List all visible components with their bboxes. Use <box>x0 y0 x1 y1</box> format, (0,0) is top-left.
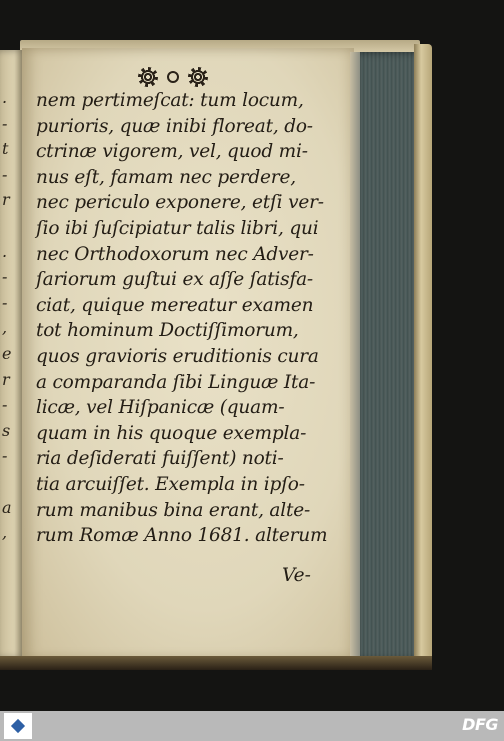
library-logo[interactable] <box>4 713 32 739</box>
text-line: a comparanda ſibi Linguæ Ita- <box>36 371 316 393</box>
left-page-glyph: - <box>2 164 8 184</box>
viewer-footer <box>0 711 504 741</box>
left-page <box>0 50 24 658</box>
library-logo-icon <box>11 719 25 733</box>
left-page-glyph: t <box>2 139 9 159</box>
text-line: ſariorum guſtui ex aſſe ſatisfa- <box>36 269 313 291</box>
text-line: nem pertimeſcat: tum locum, <box>36 90 304 111</box>
dfg-logo[interactable]: DFG <box>462 715 498 734</box>
rosette-ornament-icon <box>138 67 158 87</box>
rosette-ornament-icon <box>188 67 208 87</box>
text-line: tot hominum Doctiſſimorum, <box>36 320 299 342</box>
text-line: quam in his quoque exempla- <box>36 422 307 444</box>
text-line: nec periculo exponere, etſi ver- <box>36 192 324 214</box>
page-fore-edge <box>350 52 418 660</box>
text-line: rum manibus bina erant, alte- <box>36 499 311 521</box>
text-line: ria deſiderati fuiſſent) noti- <box>36 448 284 470</box>
text-line: ctrinæ vigorem, vel, quod mi- <box>36 141 308 163</box>
left-page-glyph: r <box>2 190 10 210</box>
cover-edge <box>414 44 432 670</box>
text-line: ſio ibi ſuſcipiatur talis libri, qui <box>36 217 319 239</box>
page-text <box>36 88 336 549</box>
left-page-glyph: , <box>2 523 8 543</box>
left-page-glyph: . <box>2 241 8 261</box>
left-page-glyph: - <box>2 446 8 466</box>
text-line: tia arcuiſſet. Exempla in ipſo- <box>36 473 305 495</box>
text-line: rum Romæ Anno 1681. alterum <box>36 525 328 547</box>
text-line: ciat, quique mereatur examen <box>36 294 314 316</box>
left-page-glyph: - <box>2 395 8 415</box>
header-ornament <box>138 66 208 88</box>
left-page-glyph: - <box>2 113 8 133</box>
left-page-glyph: s <box>2 420 11 440</box>
left-page-glyph: - <box>2 267 8 287</box>
text-line: nec Orthodoxorum nec Adver- <box>36 243 314 265</box>
text-line: nus eſt, famam nec perdere, <box>36 166 296 188</box>
left-page-glyph: e <box>2 344 12 363</box>
left-page-glyph: , <box>2 318 8 338</box>
page-edge-highlight <box>350 52 360 660</box>
left-page-glyph: . <box>2 88 8 107</box>
left-page-glyph: - <box>2 292 8 312</box>
text-line: quos gravioris eruditionis cura <box>36 345 319 367</box>
ring-ornament-icon <box>167 71 179 83</box>
text-line: purioris, quæ inibi floreat, do- <box>36 115 313 137</box>
text-line: licæ, vel Hiſpanicæ (quam- <box>36 397 285 419</box>
left-page-glyph: r <box>2 369 10 389</box>
book-bottom-board <box>0 656 432 670</box>
catchword: Ve- <box>282 565 311 586</box>
left-page-glyph: a <box>2 497 12 517</box>
